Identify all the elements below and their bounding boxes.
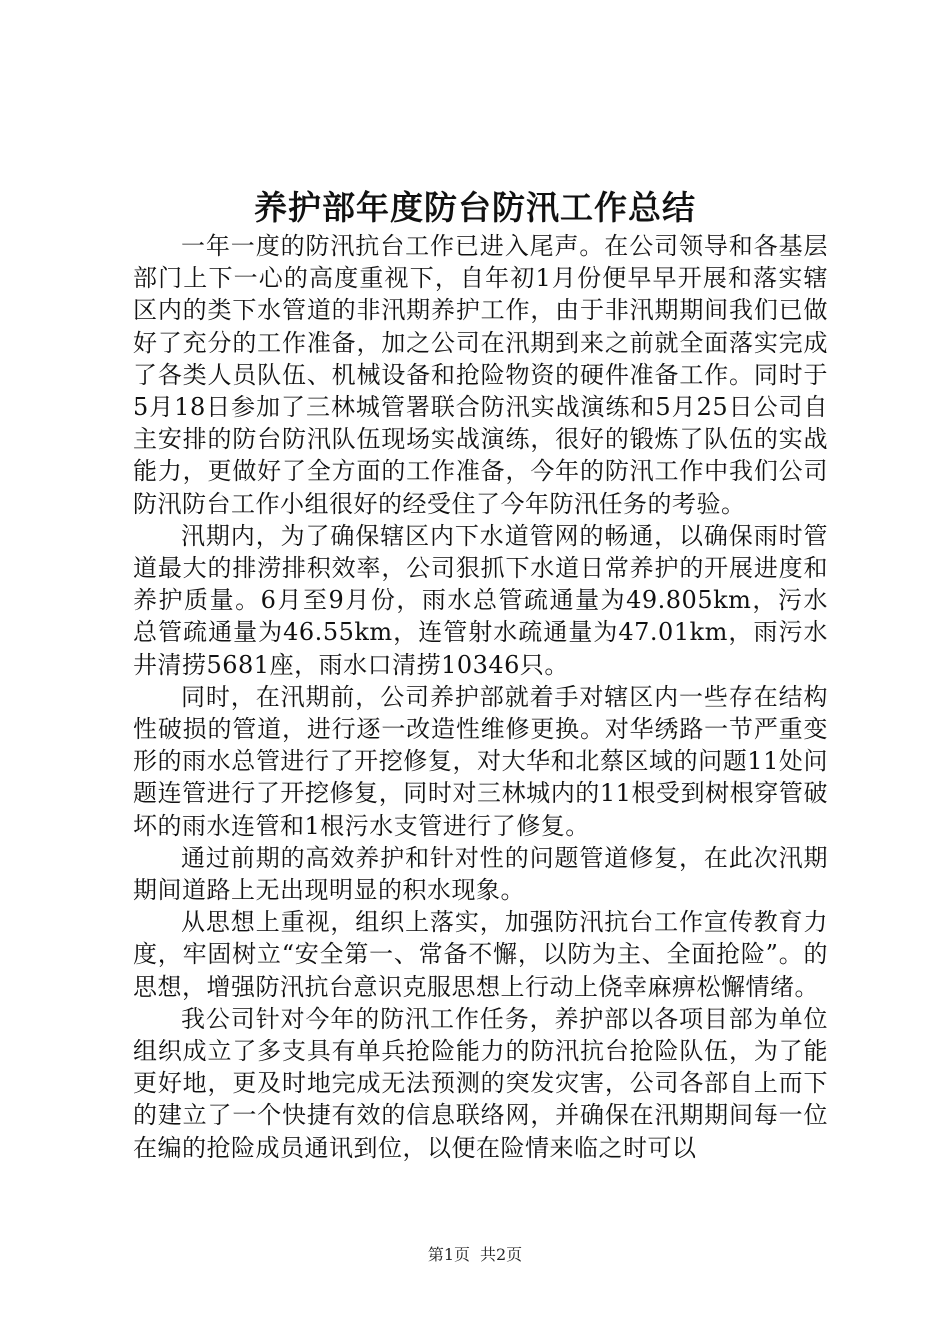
- page-footer: [0, 1243, 950, 1267]
- body-paragraph: 通过前期的高效养护和针对性的问题管道修复，在此次汛期期间道路上无出现明显的积水现象。: [133, 843, 828, 905]
- body-paragraph: 一年一度的防汛抗台工作已进入尾声。在公司领导和各基层部门上下一心的高度重视下，自年初1月份便早早开展和落实辖区内的类下水管道的非汛期养护工作，由于非汛期期间我们已做好了充分的工作准备，加之公司在汛期到来之前就全面落实完成了各类人员队伍、机械设备和抢险物资的硬件准备工作。同时于5月18日参加了三林城管署联合防汛实战演练和5月25日公司自主安排的防台防汛队伍现场实战演练，很好的锻炼了队伍的实战能力，更做好了全方面的工作准备，今年的防汛工作中我们公司防汛防台工作小组很好的经受住了今年防汛任务的考验。: [133, 232, 828, 518]
- page-total: 共2页: [480, 1245, 523, 1264]
- body-paragraph: 从思想上重视，组织上落实，加强防汛抗台工作宣传教育力度，牢固树立“安全第一、常备不懈，以防为主、全面抢险”。的思想，增强防汛抗台意识克服思想上行动上侥幸麻痹松懈情绪。: [133, 908, 828, 1001]
- body-paragraph: 我公司针对今年的防汛工作任务，养护部以各项目部为单位组织成立了多支具有单兵抢险能力的防汛抗台抢险队伍，为了能更好地，更及时地完成无法预测的突发灾害，公司各部自上而下的建立了一个快捷有效的信息联络网，并确保在汛期期间每一位在编的抢险成员通讯到位，以便在险情来临之时可以: [133, 1004, 828, 1162]
- document-body: [133, 230, 828, 1164]
- body-paragraph: 同时，在汛期前，公司养护部就着手对辖区内一些存在结构性破损的管道，进行逐一改造性维修更换。对华绣路一节严重变形的雨水总管进行了开挖修复，对大华和北蔡区域的问题11处问题连管进行了开挖修复，同时对三林城内的11根受到树根穿管破坏的雨水连管和1根污水支管进行了修复。: [133, 682, 828, 840]
- page-number: 第1页: [427, 1245, 470, 1264]
- body-paragraph: 汛期内，为了确保辖区内下水道管网的畅通，以确保雨时管道最大的排涝排积效率，公司狠抓下水道日常养护的开展进度和养护质量。6月至9月份，雨水总管疏通量为49.805km，污水总管疏通量为46.55km，连管射水疏通量为47.01km，雨污水井清捞5681座，雨水口清捞10346只。: [133, 521, 828, 679]
- document-title: 养护部年度防台防汛工作总结: [254, 188, 696, 227]
